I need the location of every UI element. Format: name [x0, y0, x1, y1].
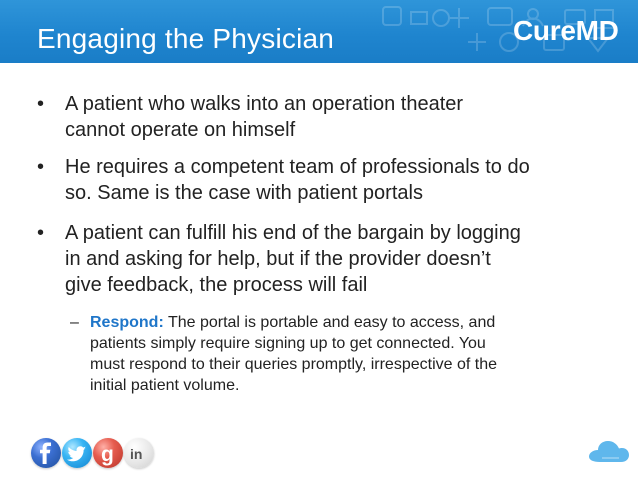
bullet-line: A patient who walks into an operation theater [65, 93, 464, 115]
brand-name: CureMD [513, 15, 619, 46]
social-media-links [31, 438, 161, 470]
bullet-line: so. Same is the case with patient portals [65, 182, 423, 204]
bullet-item-3 [37, 220, 587, 298]
bullet-line: He requires a competent team of professionals to do [65, 156, 530, 178]
facebook-icon[interactable] [31, 438, 61, 468]
sub-bullet-line: must respond to their queries promptly, irrespective of the [90, 356, 497, 373]
respond-label: Respond: [90, 314, 164, 331]
page-title: Engaging the Physician [37, 23, 335, 54]
bullet-item-2 [37, 154, 587, 206]
bullet-text [65, 220, 587, 298]
bullet-line: A patient can fulfill his end of the bargain by logging [65, 222, 521, 244]
linkedin-icon[interactable] [124, 438, 154, 468]
bullet-text [65, 91, 577, 143]
sub-bullet-line: patients simply require signing up to get connected. You [90, 335, 486, 352]
bullet-line: give feedback, the process will fail [65, 274, 368, 296]
svg-text:in: in [130, 446, 143, 462]
google-plus-icon[interactable] [93, 438, 123, 468]
sub-bullet-line: The portal is portable and easy to access, and [167, 314, 496, 331]
bullet-line: in and asking for help, but if the provider doesn’t [65, 248, 491, 270]
svg-text:g: g [101, 443, 114, 466]
bullet-dot: • [37, 93, 45, 115]
sub-bullet-line: initial patient volume. [90, 377, 240, 394]
bullet-dot: • [37, 222, 45, 244]
bullet-line: cannot operate on himself [65, 119, 296, 141]
sub-bullet-text [90, 312, 605, 396]
sub-bullet-dash: – [70, 314, 79, 331]
twitter-icon[interactable] [62, 438, 92, 468]
cloud-icon [588, 440, 630, 464]
bullet-dot: • [37, 156, 45, 178]
bullet-text [65, 154, 587, 206]
respond-sub-bullet [70, 312, 605, 396]
bullet-item-1 [37, 91, 577, 143]
